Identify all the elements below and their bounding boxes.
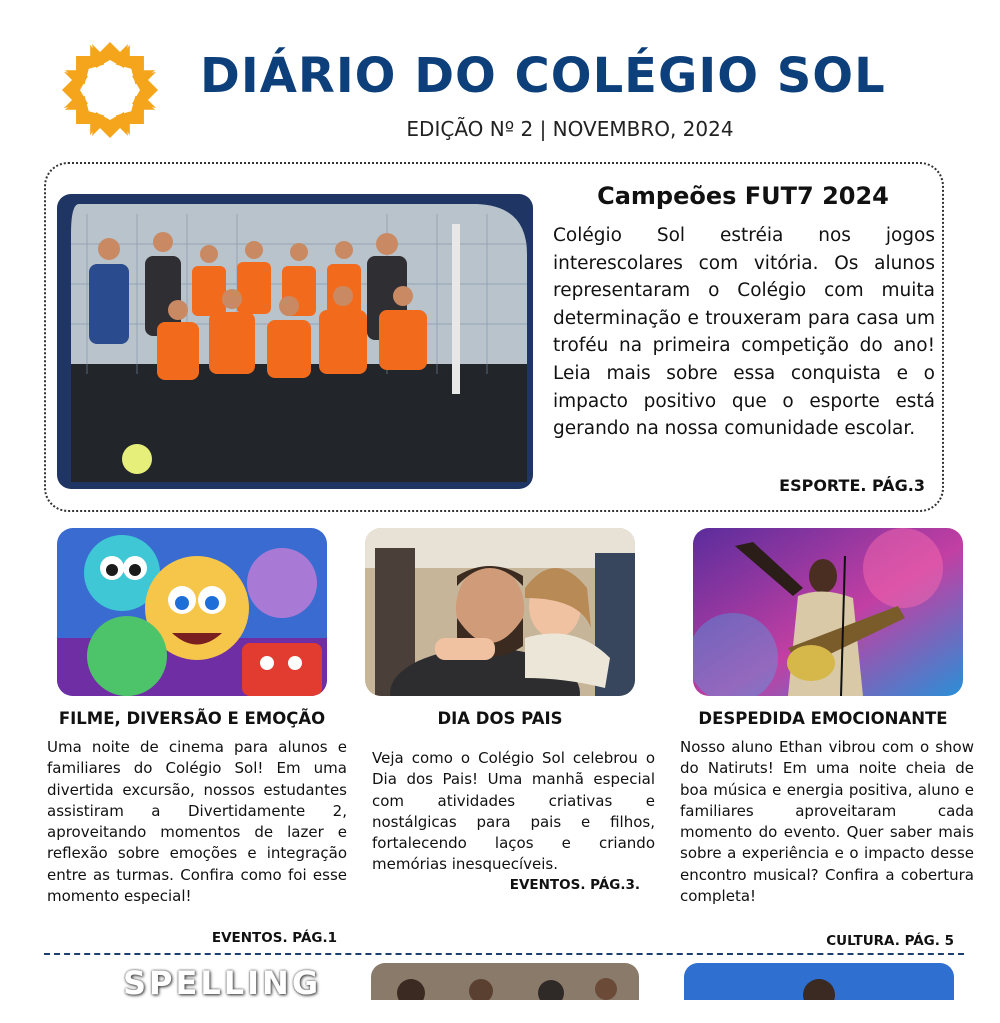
concert-photo [693,528,963,696]
featured-body-text: Colégio Sol estréia nos jogos interescolares com vitória. Os alunos representaram o Colégio com muita determinação e trouxeram para casa um troféu na primeira competição do ano! Leia mais sobre essa conquista e o impacto positivo que o esporte está gerando na nossa comunidade escolar. [553,225,935,440]
article-2-body: Veja como o Colégio Sol celebrou o Dia dos Pais! Uma manhã especial com atividades criativas e nostálgicas para pais e filhos, fortalecendo laços e criando memórias inesquecíveis. [372,749,655,874]
team-photo [57,194,533,489]
classroom-teaser-photo [371,963,639,1023]
newspaper-title: DIÁRIO DO COLÉGIO SOL [200,48,886,104]
article-1-body: Uma noite de cinema para alunos e familiares do Colégio Sol! Em uma divertida excursão, nossos estudantes assistiram a Divertidamente 2, aproveitando momentos de lazer e reflexão sobre emoções e integração entre as turmas. Confira como foi esse momento especial! [47,738,347,906]
section-divider [44,953,964,955]
father-daughter-photo [365,528,635,696]
featured-headline: Campeões FUT7 2024 [597,182,889,210]
article-1-headline: FILME, DIVERSÃO E EMOÇÃO [58,709,326,728]
article-2-headline: DIA DOS PAIS [437,709,563,728]
article-3-headline: DESPEDIDA EMOCIONANTE [698,709,948,728]
sun-logo-petal [63,43,107,87]
article-2-section-reference: EVENTOS. PÁG.3. [509,877,640,893]
sun-logo-icon [58,38,162,142]
spelling-teaser-text: SPELLING [123,964,322,1002]
stage-teaser-photo [684,963,954,1023]
article-3-body: Nosso aluno Ethan vibrou com o show do Natiruts! Em uma noite cheia de boa música e energia positiva, aluno e familiares aproveitaram cada momento do evento. Quer saber mais sobre a experiência e o impacto desse encontro musical? Confira a cobertura completa! [680,738,974,906]
edition-line: EDIÇÃO Nº 2 | NOVEMBRO, 2024 [406,117,734,141]
movie-poster-photo [57,528,327,696]
article-1-section-reference: EVENTOS. PÁG.1 [211,930,337,946]
article-3-section-reference: CULTURA. PÁG. 5 [826,933,954,949]
featured-section-reference: ESPORTE. PÁG.3 [779,476,925,495]
spelling-teaser [68,962,330,1022]
